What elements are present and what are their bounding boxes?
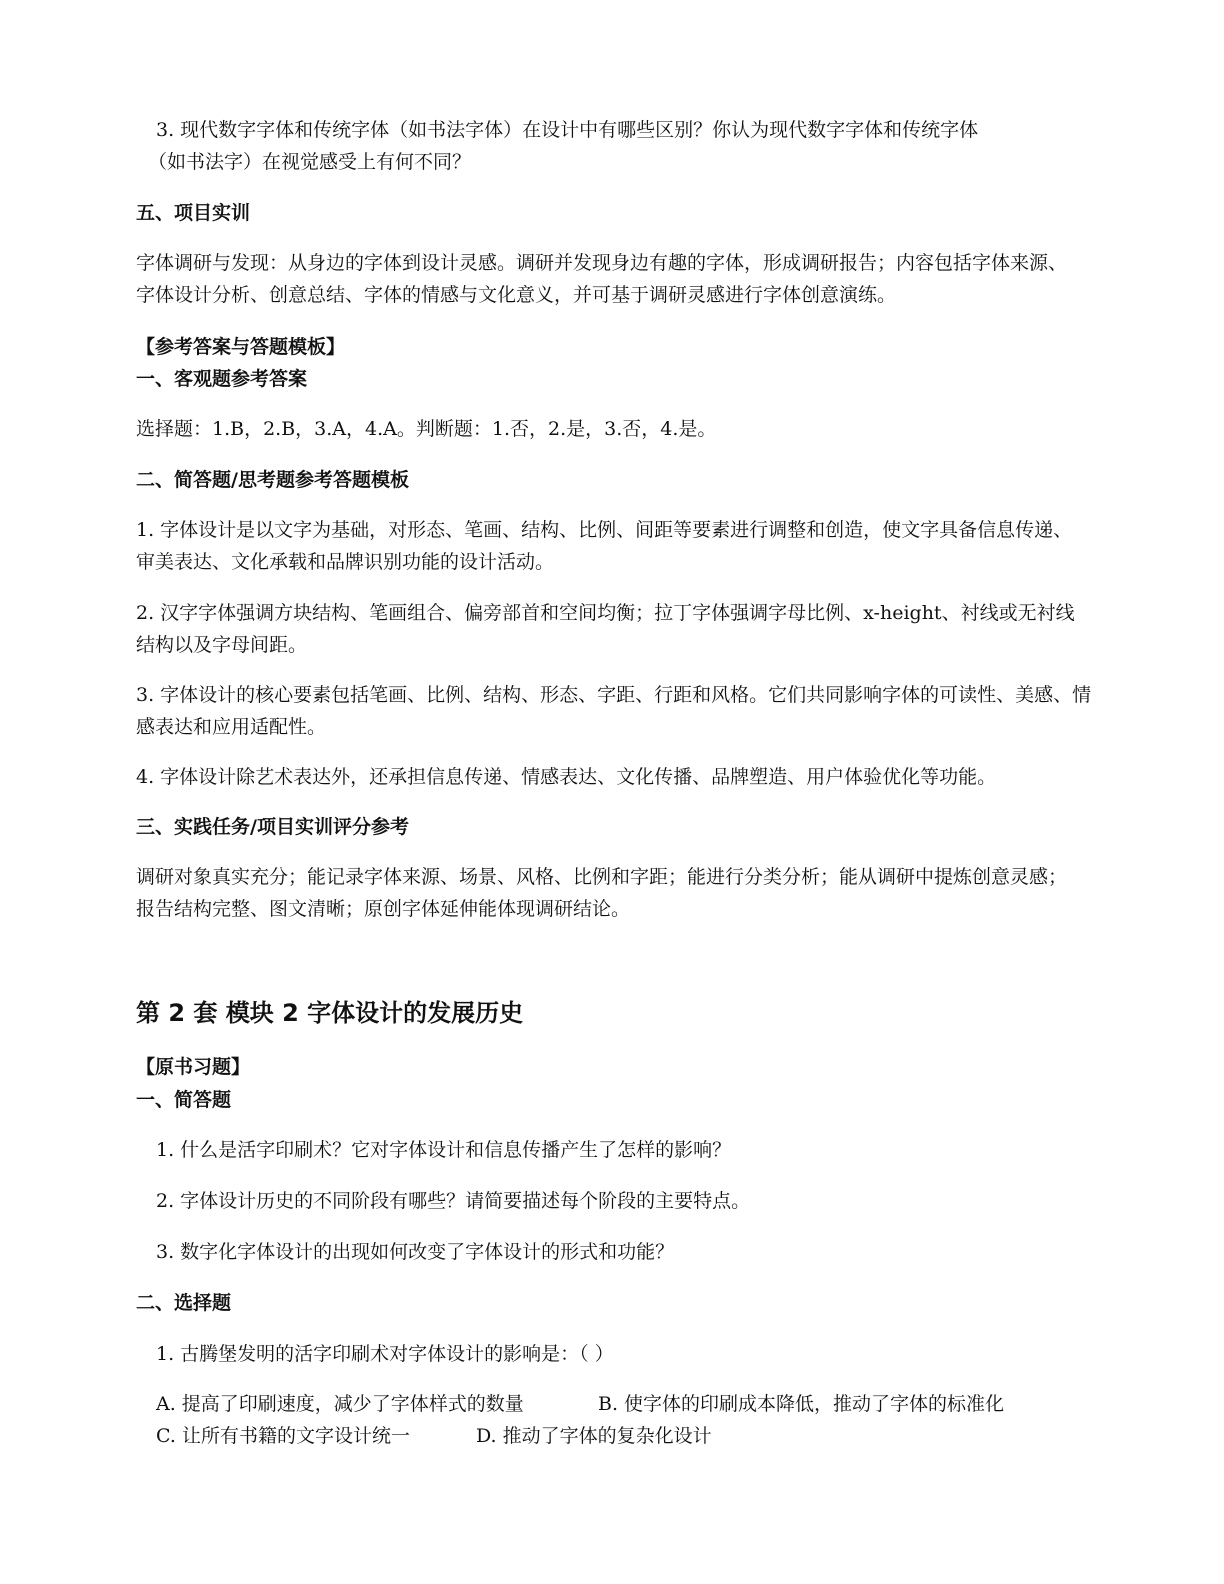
practice-scoring-body: 调研对象真实充分；能记录字体来源、场景、风格、比例和字距；能进行分类分析；能从调研中提炼创意灵感；报告结构完整、图文清晰；原创字体延伸能体现调研结论。 (136, 866, 1068, 920)
short-answer-heading: 一、简答题 (136, 1089, 232, 1111)
short-answer-template-heading: 二、简答题/思考题参考答题模板 (136, 469, 409, 491)
question-3-line-1: 3. 现代数字字体和传统字体（如书法字体）在设计中有哪些区别？你认为现代数字字体和传统字体 (156, 119, 979, 141)
choice-question-1: 1. 古腾堡发明的活字印刷术对字体设计的影响是：（ ） (156, 1343, 614, 1365)
set-2-title: 第 2 套 模块 2 字体设计的发展历史 (136, 999, 524, 1027)
short-question: 2. 字体设计历史的不同阶段有哪些？请简要描述每个阶段的主要特点。 (156, 1190, 751, 1212)
original-exercises-title: 【原书习题】 (136, 1056, 251, 1078)
choice-option-a: A. 提高了印刷速度，减少了字体样式的数量 (156, 1393, 524, 1415)
choice-option-d: D. 推动了字体的复杂化设计 (476, 1425, 712, 1447)
short-question: 3. 数字化字体设计的出现如何改变了字体设计的形式和功能？ (156, 1241, 675, 1263)
section-5-body: 字体调研与发现：从身边的字体到设计灵感。调研并发现身边有趣的字体，形成调研报告；内容包括字体来源、字体设计分析、创意总结、字体的情感与文化意义，并可基于调研灵感进行字体创意演练。 (136, 252, 1068, 306)
choice-option-b: B. 使字体的印刷成本降低，推动了字体的标准化 (598, 1393, 1005, 1415)
practice-scoring-heading: 三、实践任务/项目实训评分参考 (136, 816, 409, 838)
short-answer-item: 3. 字体设计的核心要素包括笔画、比例、结构、形态、字距、行距和风格。它们共同影响字体的可读性、美感、情感表达和应用适配性。 (136, 684, 1092, 738)
section-5-heading: 五、项目实训 (136, 202, 251, 224)
short-answer-item: 1. 字体设计是以文字为基础，对形态、笔画、结构、比例、间距等要素进行调整和创造，使文字具备信息传递、审美表达、文化承载和品牌识别功能的设计活动。 (136, 519, 1073, 573)
choice-heading: 二、选择题 (136, 1292, 232, 1314)
objective-answers-heading: 一、客观题参考答案 (136, 368, 308, 390)
short-answer-item: 2. 汉字字体强调方块结构、笔画组合、偏旁部首和空间均衡；拉丁字体强调字母比例、x-height、衬线或无衬线结构以及字母间距。 (136, 602, 1075, 656)
choice-option-c: C. 让所有书籍的文字设计统一 (156, 1425, 410, 1447)
objective-answers-body: 选择题：1.B，2.B，3.A，4.A。判断题：1.否，2.是，3.否，4.是。 (136, 418, 717, 440)
question-3-line-2: （如书法字）在视觉感受上有何不同？ (148, 151, 472, 173)
short-question: 1. 什么是活字印刷术？它对字体设计和信息传播产生了怎样的影响？ (156, 1139, 732, 1161)
short-answer-item: 4. 字体设计除艺术表达外，还承担信息传递、情感表达、文化传播、品牌塑造、用户体验优化等功能。 (136, 766, 997, 788)
answers-title: 【参考答案与答题模板】 (136, 336, 346, 358)
